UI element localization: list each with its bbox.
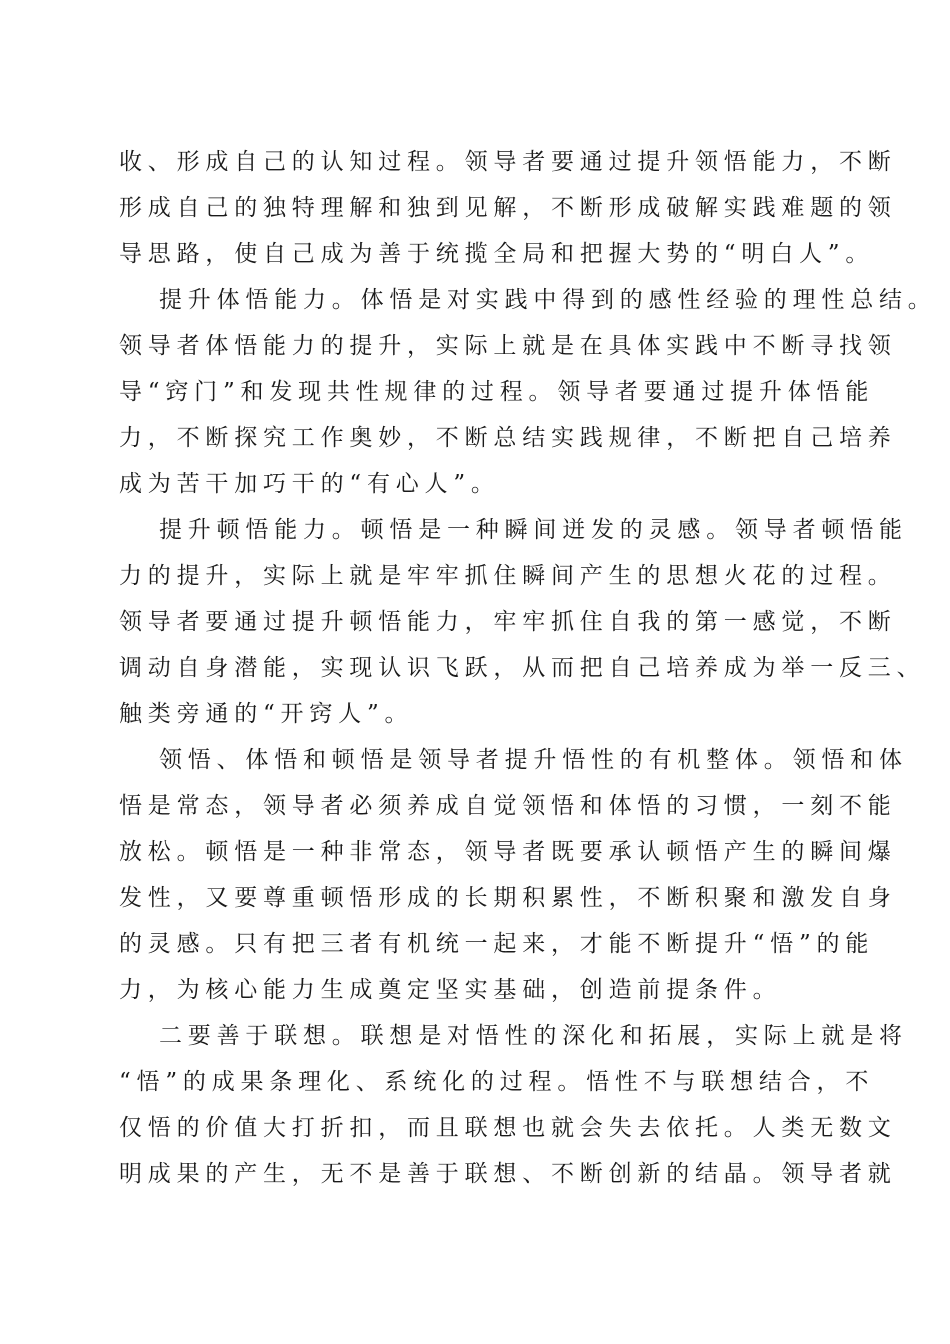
paragraph-start-line: 提升顿悟能力。顿悟是一种瞬间迸发的灵感。领导者顿悟能 bbox=[159, 517, 908, 543]
text-line: 收、形成自己的认知过程。领导者要通过提升领悟能力，不断 bbox=[119, 149, 897, 175]
text-line: 仅悟的价值大打折扣，而且联想也就会失去依托。人类无数文 bbox=[119, 1115, 897, 1141]
text-line: 领导者要通过提升顿悟能力，牢牢抓住自我的第一感觉，不断 bbox=[119, 609, 897, 635]
paragraph-start-line: 领悟、体悟和顿悟是领导者提升悟性的有机整体。领悟和体 bbox=[159, 747, 908, 773]
text-line: 发性，又要尊重顿悟形成的长期积累性，不断积聚和激发自身 bbox=[119, 885, 897, 911]
text-line: 力的提升，实际上就是牢牢抓住瞬间产生的思想火花的过程。 bbox=[119, 563, 897, 589]
document-body bbox=[119, 139, 937, 1197]
text-line: 悟是常态，领导者必须养成自觉领悟和体悟的习惯，一刻不能 bbox=[119, 793, 897, 819]
text-line: 力，为核心能力生成奠定坚实基础，创造前提条件。 bbox=[119, 977, 782, 1003]
text-line: 导思路，使自己成为善于统揽全局和把握大势的“明白人”。 bbox=[119, 241, 875, 267]
text-line: 力，不断探究工作奥妙，不断总结实践规律，不断把自己培养 bbox=[119, 425, 897, 451]
text-line: 导“窍门”和发现共性规律的过程。领导者要通过提升体悟能 bbox=[119, 379, 875, 405]
text-line: 形成自己的独特理解和独到见解，不断形成破解实践难题的领 bbox=[119, 195, 897, 221]
text-line: 调动自身潜能，实现认识飞跃，从而把自己培养成为举一反三、 bbox=[119, 655, 926, 681]
text-line: 明成果的产生，无不是善于联想、不断创新的结晶。领导者就 bbox=[119, 1161, 897, 1187]
text-line: 的灵感。只有把三者有机统一起来，才能不断提升“悟”的能 bbox=[119, 931, 875, 957]
paragraph-start-line: 二要善于联想。联想是对悟性的深化和拓展，实际上就是将 bbox=[159, 1023, 908, 1049]
text-line: 领导者体悟能力的提升，实际上就是在具体实践中不断寻找领 bbox=[119, 333, 897, 359]
text-line: “悟”的成果条理化、系统化的过程。悟性不与联想结合，不 bbox=[119, 1069, 875, 1095]
text-line: 成为苦干加巧干的“有心人”。 bbox=[119, 471, 500, 497]
paragraph-start-line: 提升体悟能力。体悟是对实践中得到的感性经验的理性总结。 bbox=[159, 287, 937, 313]
text-line: 触类旁通的“开窍人”。 bbox=[119, 701, 414, 727]
text-line: 放松。顿悟是一种非常态，领导者既要承认顿悟产生的瞬间爆 bbox=[119, 839, 897, 865]
